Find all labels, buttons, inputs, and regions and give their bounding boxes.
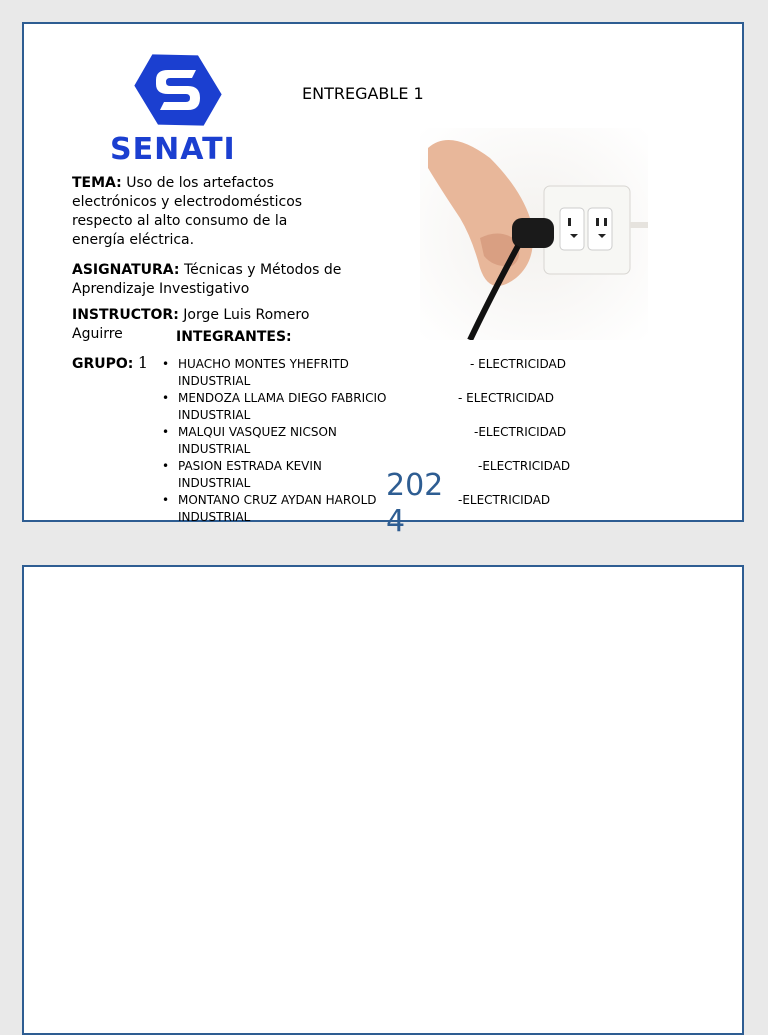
member-name: MENDOZA LLAMA DIEGO FABRICIO <box>178 391 387 405</box>
list-item <box>162 390 582 424</box>
list-item <box>162 424 582 458</box>
instructor-label: INSTRUCTOR: <box>72 307 179 323</box>
asignatura-value: Técnicas y Métodos de Aprendizaje Investigativo <box>72 262 342 297</box>
member-area: - ELECTRICIDAD <box>458 391 554 405</box>
asignatura-label: ASIGNATURA: <box>72 262 180 278</box>
field-asignatura <box>72 261 342 299</box>
grupo-value: 1 <box>137 353 149 372</box>
grupo-label: GRUPO: <box>72 356 134 372</box>
list-item <box>162 492 582 526</box>
tema-label: TEMA: <box>72 175 122 191</box>
member-area: -ELECTRICIDAD <box>474 425 567 439</box>
member-area-cont: INDUSTRIAL <box>178 374 251 388</box>
document-title: ENTREGABLE 1 <box>302 84 424 103</box>
member-area-cont: INDUSTRIAL <box>178 476 251 490</box>
member-area: -ELECTRICIDAD <box>478 459 571 473</box>
member-area-cont: INDUSTRIAL <box>178 408 251 422</box>
member-name: HUACHO MONTES YHEFRITD <box>178 357 349 371</box>
member-name: MONTANO CRUZ AYDAN HAROLD <box>178 493 377 507</box>
member-area: - ELECTRICIDAD <box>470 357 566 371</box>
list-item <box>162 356 582 390</box>
document-page-1 <box>22 22 744 539</box>
member-area-cont: INDUSTRIAL <box>178 510 251 524</box>
member-area: -ELECTRICIDAD <box>458 493 551 507</box>
field-grupo <box>72 353 162 374</box>
instructor-value: Jorge Luis Romero Aguirre <box>72 307 310 342</box>
plug-photo <box>420 128 648 340</box>
tema-value: Uso de los artefactos electrónicos y electrodomésticos respecto al alto consumo de la energía eléctrica. <box>72 175 303 248</box>
member-area-cont: INDUSTRIAL <box>178 442 251 456</box>
logo-wordmark: SENATI <box>110 132 236 167</box>
member-name: PASION ESTRADA KEVIN <box>178 459 322 473</box>
year-label: 2024 <box>386 468 444 539</box>
list-item <box>162 458 582 492</box>
members-list <box>162 356 582 526</box>
document-page-2 <box>22 565 744 1035</box>
member-name: MALQUI VASQUEZ NICSON <box>178 425 337 439</box>
integrantes-heading: INTEGRANTES: <box>176 329 292 345</box>
field-tema <box>72 174 322 250</box>
